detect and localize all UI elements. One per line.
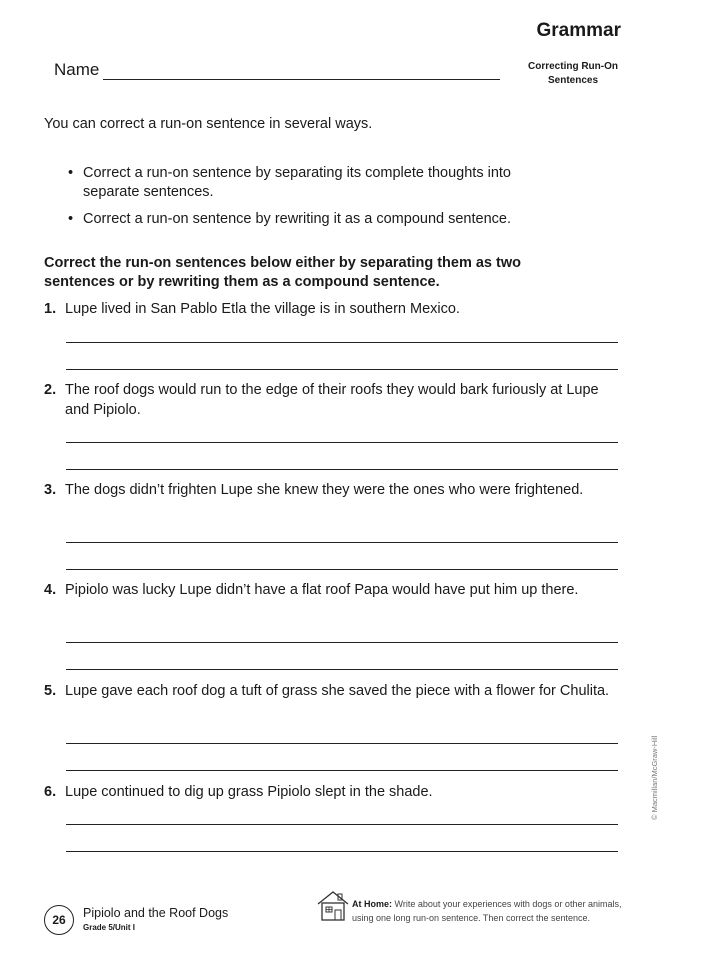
rule-item: • Correct a run-on sentence by rewriting it as a compound sentence. — [66, 210, 566, 229]
answer-line[interactable] — [66, 642, 618, 643]
copyright-notice: © Macmillan/McGraw-Hill — [650, 735, 659, 820]
question-number: 4. — [44, 582, 57, 598]
house-icon — [316, 888, 350, 922]
question-text: Lupe gave each roof dog a tuft of grass she saved the piece with a flower for Chulita. — [65, 683, 610, 699]
answer-line[interactable] — [66, 743, 618, 744]
name-label: Name — [54, 60, 100, 79]
question-1 — [44, 299, 620, 319]
question-text: The roof dogs would run to the edge of their roofs they would bark furiously at Lupe and Pipiolo. — [65, 382, 599, 418]
at-home-label: At Home: — [352, 899, 392, 909]
answer-line[interactable] — [66, 770, 618, 771]
lesson-title-line-1: Correcting Run-On — [528, 61, 618, 72]
story-title: Pipiolo and the Roof Dogs — [83, 906, 229, 920]
subject-heading: Grammar — [536, 20, 621, 41]
page-number: 26 — [44, 905, 74, 935]
question-2 — [44, 380, 620, 420]
intro-text: You can correct a run-on sentence in several ways. — [44, 116, 373, 132]
answer-line[interactable] — [66, 851, 618, 852]
answer-line[interactable] — [66, 824, 618, 825]
question-number: 5. — [44, 683, 57, 699]
rules-list — [66, 164, 566, 237]
lesson-title-line-2: Sentences — [547, 75, 599, 86]
lesson-title — [518, 60, 628, 88]
at-home-note — [352, 897, 632, 925]
question-text: The dogs didn’t frighten Lupe she knew they were the ones who were frightened. — [65, 482, 584, 498]
question-number: 1. — [44, 301, 57, 317]
question-number: 6. — [44, 784, 57, 800]
grade-unit: Grade 5/Unit I — [83, 923, 136, 932]
answer-line[interactable] — [66, 342, 618, 343]
answer-line[interactable] — [66, 442, 618, 443]
question-number: 2. — [44, 382, 57, 398]
name-field[interactable] — [54, 60, 500, 80]
at-home-text: Write about your experiences with dogs or other animals, using one long run-on sentence. Then correct the sentence. — [352, 899, 622, 923]
answer-line[interactable] — [66, 369, 618, 370]
question-text: Lupe continued to dig up grass Pipiolo slept in the shade. — [65, 784, 433, 800]
answer-line[interactable] — [66, 469, 618, 470]
question-5 — [44, 681, 620, 701]
instructions: Correct the run-on sentences below either by separating them as two sentences or by rewriting them as a compound sentence. — [44, 255, 521, 290]
question-number: 3. — [44, 482, 57, 498]
answer-line[interactable] — [66, 569, 618, 570]
answer-line[interactable] — [66, 669, 618, 670]
question-text: Lupe lived in San Pablo Etla the village is in southern Mexico. — [65, 301, 460, 317]
rule-item: • Correct a run-on sentence by separating its complete thoughts into separate sentences. — [66, 164, 566, 202]
question-text: Pipiolo was lucky Lupe didn’t have a flat roof Papa would have put him up there. — [65, 582, 579, 598]
question-6 — [44, 782, 620, 802]
question-4 — [44, 580, 620, 600]
name-writing-line[interactable] — [103, 65, 500, 80]
answer-line[interactable] — [66, 542, 618, 543]
question-3 — [44, 480, 620, 500]
